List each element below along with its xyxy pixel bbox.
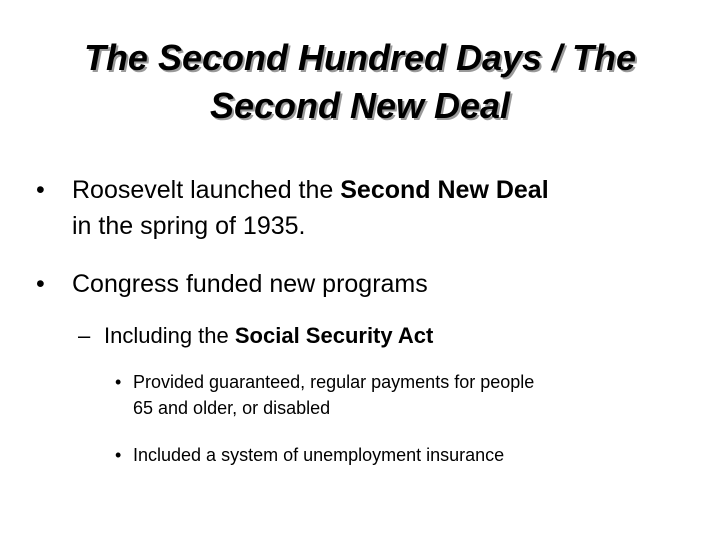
sub-sub-bullet-marker: • <box>115 372 122 392</box>
bullet-text-bold: Second New Deal <box>340 176 549 204</box>
bullet-item-second-new-deal <box>36 172 696 244</box>
sub-sub-bullet-unemployment <box>115 442 685 468</box>
bullet-text: Congress funded new programs <box>72 270 428 298</box>
bullet-text-line-2: in the spring of 1935. <box>72 212 306 240</box>
bullet-text <box>72 172 696 244</box>
sub-bullet-text-plain: Including the <box>104 323 235 348</box>
sub-bullet-text <box>104 321 698 351</box>
sub-sub-bullet-line-1: Provided guaranteed, regular payments for people <box>133 372 535 392</box>
bullet-marker: • <box>36 176 45 204</box>
sub-sub-bullet-line-2: 65 and older, or disabled <box>133 398 331 418</box>
bullet-marker: • <box>36 270 45 298</box>
sub-bullet-social-security <box>78 321 698 351</box>
sub-sub-bullet-marker: • <box>115 445 122 465</box>
sub-sub-bullet-text <box>133 369 685 421</box>
sub-bullet-text-bold: Social Security Act <box>234 323 434 348</box>
slide-title-line-1: The Second Hundred Days / The <box>83 37 637 78</box>
slide-title-line-2: Second New Deal <box>209 85 511 126</box>
bullet-text-plain: Roosevelt launched the <box>72 176 341 204</box>
sub-sub-bullet-text: Included a system of unemployment insurance <box>133 445 505 465</box>
sub-bullet-marker: – <box>78 323 91 348</box>
sub-sub-bullet-payments <box>115 369 685 421</box>
bullet-item-congress <box>36 266 696 302</box>
